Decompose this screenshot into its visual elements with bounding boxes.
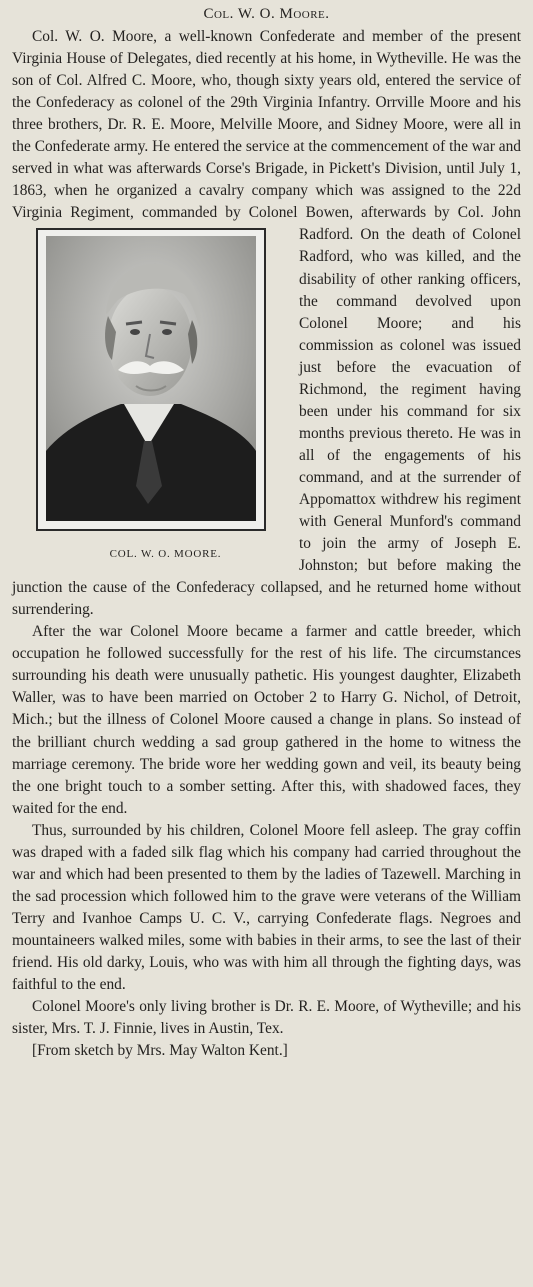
article-paragraph-2: After the war Colonel Moore became a farmer and cattle breeder, which occupation he followed successfully for the rest of his life. The circumstances surrounding his death were unusually pathetic. His youngest daughter, Elizabeth Waller, was to have been married on October 2 to Harry G. Nichol, of Detroit, Mich.; but the illness of Colonel Moore caused a change in plans. So instead of the brilliant church wedding a sad group gathered in the home to witness the marriage ceremony. The bride wore her wedding gown and veil, its beauty being the one bright touch to a somber setting. After this, with shadowed faces, they waited for the end. bbox=[12, 623, 521, 817]
paragraph-1-part-b: John Radford. On the death of Colonel Radford, who was killed, and the disability of other ranking officers, the command devolved upon Colonel Moore; and his commission as colonel was issued just before the evacuation of Richmond, the regiment having been under his command for six months previous thereto. He was in all of the engagements of his command, and at the surrender of Appomattox withdrew his regiment with General Munford's command to join the army of Joseph E. Johnston; but before making the junction the cause of the Confederacy collapsed, and he returned home without surrendering. bbox=[12, 204, 521, 619]
article-paragraph-4: Colonel Moore's only living brother is Dr. R. E. Moore, of Wytheville; and his sister, Mrs. T. J. Finnie, lives in Austin, Tex. bbox=[12, 998, 521, 1038]
paragraph-1-part-a: Col. W. O. Moore, a well-known Confederate and member of the present Virginia House of Delegates, died recently at his home, in Wytheville. He was the son of Col. Alfred C. Moore, who, though sixty years old, entered the service of the Confederacy as colonel of the 29th Virginia Infantry. Orrville Moore and his three brothers, Dr. R. E. Moore, Melville Moore, and Sidney Moore, were all in the Confederate army. He entered the service at the commencement of the war and served in what was afterwards Corse's Brigade, in Pickett's Division, until July 1, 1863, when he organized a cavalry company which was assigned to the 22d Virginia Regiment, commanded by Colonel Bowen, afterwards by Col. bbox=[12, 28, 521, 222]
portrait-caption: COL. W. O. MOORE. bbox=[109, 548, 222, 561]
portrait-figure bbox=[28, 228, 283, 565]
article-heading: Col. W. O. Moore. bbox=[203, 6, 330, 22]
portrait-photo bbox=[36, 228, 266, 531]
portrait-image bbox=[46, 236, 256, 521]
article-paragraph-3: Thus, surrounded by his children, Colonel Moore fell asleep. The gray coffin was draped with a faded silk flag which his company had carried throughout the war and which had been presented to them by the ladies of Tazewell. Marching in the sad procession which followed him to the grave were veterans of the William Terry and Ivanhoe Camps U. C. V., carrying Confederate flags. Negroes and mountaineers walked miles, some with babies in their arms, to see the last of their friend. His old darky, Louis, who was with him all through the fighting days, was faithful to the end. bbox=[12, 821, 521, 994]
article-paragraph-1 bbox=[12, 26, 521, 621]
article-body bbox=[12, 26, 521, 1062]
article-source-note: [From sketch by Mrs. May Walton Kent.] bbox=[32, 1042, 288, 1060]
